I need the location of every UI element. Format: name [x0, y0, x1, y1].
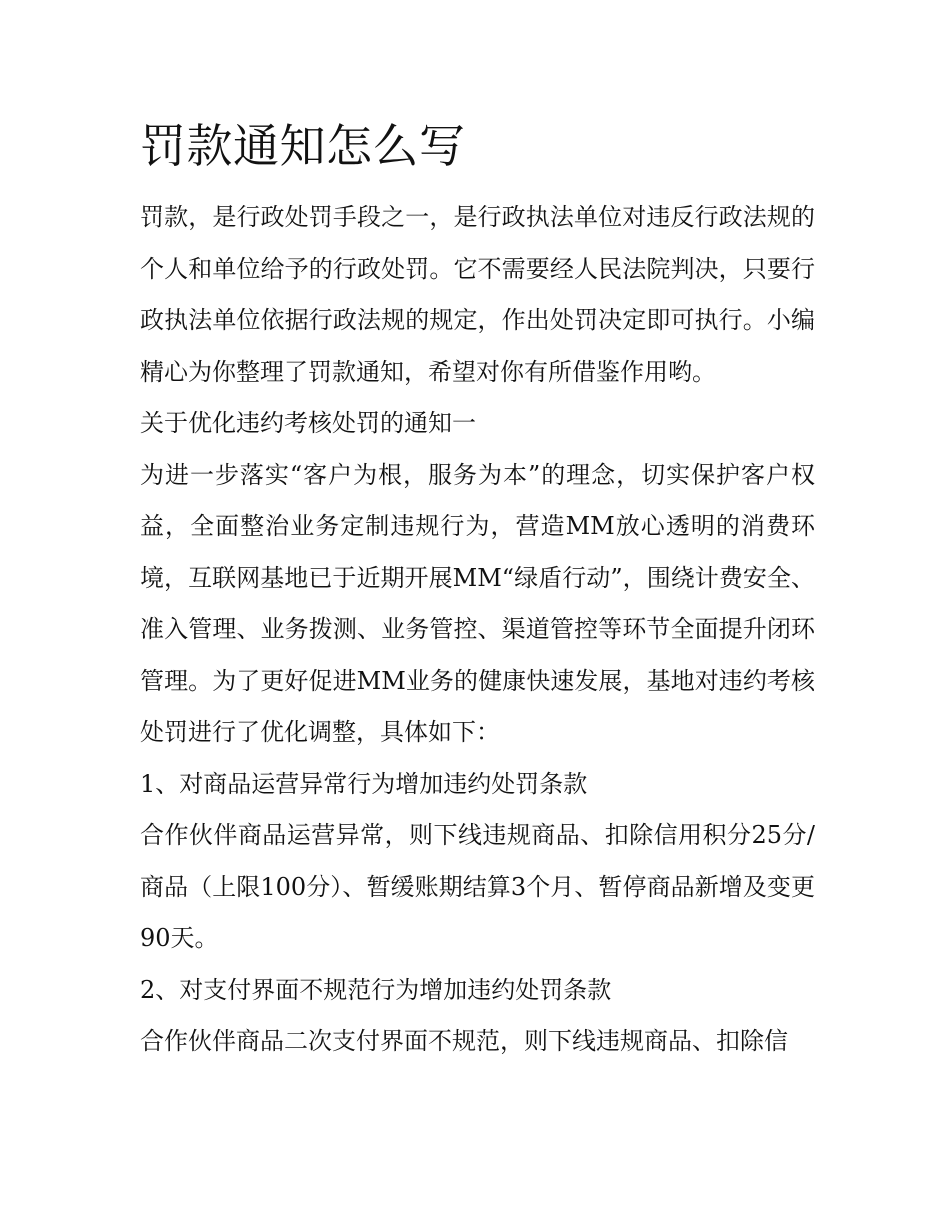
section-body-paragraph: 为进一步落实“客户为根，服务为本”的理念，切实保护客户权益，全面整治业务定制违规行为，营造MM放心透明的消费环境，互联网基地已于近期开展MM“绿盾行动”，围绕计费安全、准入管理、业务拨测、业务管控、渠道管控等环节全面提升闭环管理。为了更好促进MM业务的健康快速发展，基地对违约考核处罚进行了优化调整，具体如下： [140, 460, 815, 746]
item-1-title: 1、对商品运营异常行为增加违约处罚条款 [140, 769, 588, 798]
item-2-body: 合作伙伴商品二次支付界面不规范，则下线违规商品、扣除信 [140, 1027, 788, 1055]
item-2-title: 2、对支付界面不规范行为增加违约处罚条款 [140, 975, 612, 1004]
document-page [140, 112, 815, 1068]
intro-paragraph: 罚款，是行政处罚手段之一，是行政执法单位对违反行政法规的个人和单位给予的行政处罚。它不需要经人民法院判决，只要行政执法单位依据行政法规的规定，作出处罚决定即可执行。小编精心为你整理了罚款通知，希望对你有所借鉴作用哟。 [140, 203, 815, 386]
document-title: 罚款通知怎么写 [140, 119, 466, 173]
item-1-body: 合作伙伴商品运营异常，则下线违规商品、扣除信用积分25分/商品（上限100分）、暂缓账期结算3个月、暂停商品新增及变更90天。 [140, 821, 815, 952]
section-title: 关于优化违约考核处罚的通知一 [140, 409, 476, 437]
